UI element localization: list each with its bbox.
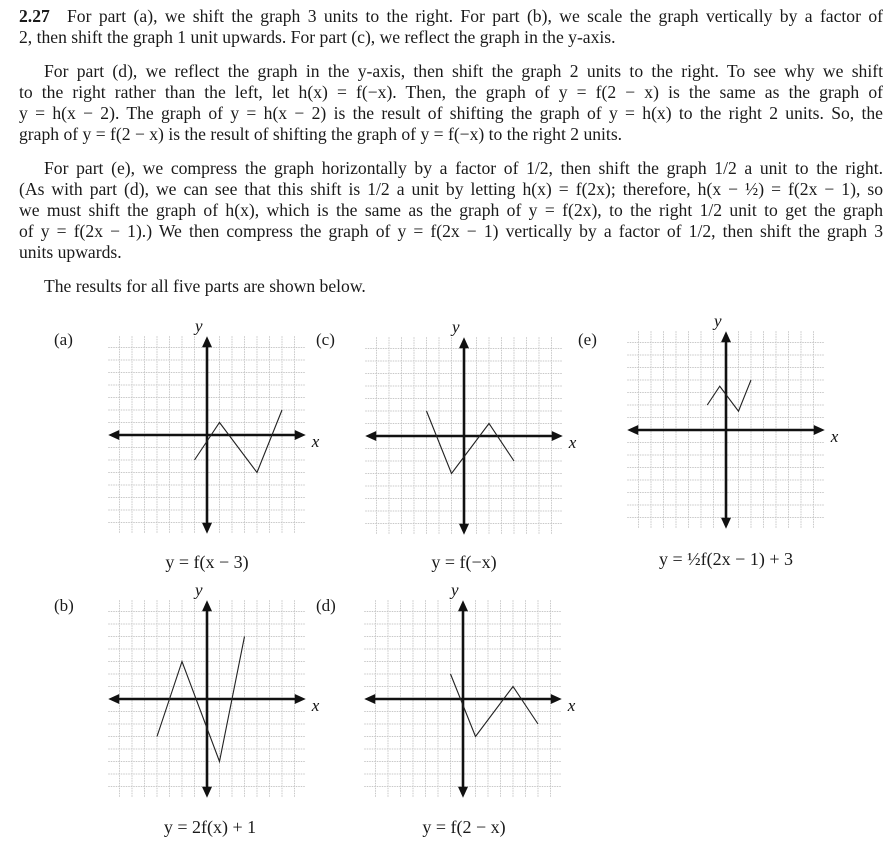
- para4-line1: The results for all five parts are shown below.: [44, 276, 366, 296]
- part-label-c: (c): [316, 330, 335, 349]
- y-axis-down-arrow-icon: [721, 518, 731, 529]
- graph-a: [108, 316, 320, 534]
- y-axis-up-arrow-icon: [202, 600, 212, 611]
- x-axis-right-arrow-icon: [295, 694, 306, 704]
- x-axis-label: x: [830, 427, 839, 446]
- part-label-e: (e): [578, 330, 597, 349]
- caption-b: y = 2f(x) + 1: [163, 817, 257, 837]
- para1-line1: For part (a), we shift the graph 3 units to the right. For part (b), we scale the graph vertically by a factor of: [67, 6, 883, 26]
- y-axis-up-arrow-icon: [459, 337, 469, 348]
- x-axis-left-arrow-icon: [108, 430, 119, 440]
- x-axis-left-arrow-icon: [364, 694, 375, 704]
- axes: [627, 331, 825, 529]
- y-axis-label: y: [195, 316, 203, 336]
- para3-line2: (As with part (d), we can see that this shift is 1/2 a unit by letting h(x) = f(2x); therefore, h(x − ½) = f(2x − 1), so: [19, 179, 883, 199]
- axes: [108, 600, 306, 798]
- x-axis-label: x: [311, 696, 320, 715]
- x-axis-left-arrow-icon: [627, 425, 638, 435]
- part-label-b: (b): [54, 596, 74, 615]
- graph-d: [364, 580, 576, 798]
- para1-line2: 2, then shift the graph 1 unit upwards. For part (c), we reflect the graph in the y-axis.: [19, 27, 616, 47]
- caption-c: y = f(−x): [431, 552, 497, 572]
- part-label-a: (a): [54, 330, 73, 349]
- y-axis-down-arrow-icon: [202, 523, 212, 534]
- part-label-d: (d): [316, 596, 336, 615]
- y-axis-label: y: [714, 311, 722, 331]
- x-axis-label: x: [311, 432, 320, 451]
- para2-line2: to the right rather than the left, let h(x) = f(−x). Then, the graph of y = f(2 − x) is the same as the graph of: [19, 82, 883, 102]
- y-axis-down-arrow-icon: [458, 787, 468, 798]
- x-axis-right-arrow-icon: [551, 694, 562, 704]
- x-axis-left-arrow-icon: [365, 431, 376, 441]
- x-axis-right-arrow-icon: [552, 431, 563, 441]
- y-axis-label: y: [452, 317, 460, 337]
- y-axis-down-arrow-icon: [459, 524, 469, 535]
- y-axis-label: y: [451, 580, 459, 600]
- x-axis-left-arrow-icon: [108, 694, 119, 704]
- para3-line4: of y = f(2x − 1).) We then compress the graph of y = f(2x − 1) vertically by a factor of 1/2, then shift the graph 3: [19, 221, 883, 241]
- axes: [365, 337, 563, 535]
- x-axis-label: x: [568, 433, 577, 452]
- y-axis-down-arrow-icon: [202, 787, 212, 798]
- graph-e: [627, 311, 839, 529]
- y-axis-up-arrow-icon: [458, 600, 468, 611]
- caption-e: y = ½f(2x − 1) + 3: [659, 549, 793, 569]
- caption-a: y = f(x − 3): [165, 552, 249, 572]
- y-axis-up-arrow-icon: [721, 331, 731, 342]
- para2-line4: graph of y = f(2 − x) is the result of shifting the graph of y = f(−x) to the right 2 units.: [19, 124, 623, 144]
- para3-line5: units upwards.: [19, 242, 122, 262]
- series-line: [427, 411, 515, 474]
- x-axis-label: x: [567, 696, 576, 715]
- graph-c: [365, 317, 577, 535]
- para3-line1: For part (e), we compress the graph horizontally by a factor of 1/2, then shift the graph 1/2 a unit to the right.: [44, 158, 883, 178]
- y-axis-up-arrow-icon: [202, 336, 212, 347]
- para2-line1: For part (d), we reflect the graph in the y-axis, then shift the graph 2 units to the right. To see why we shift: [44, 61, 883, 81]
- caption-d: y = f(2 − x): [422, 817, 506, 837]
- axes: [364, 600, 562, 798]
- x-axis-right-arrow-icon: [295, 430, 306, 440]
- x-axis-right-arrow-icon: [814, 425, 825, 435]
- axes: [108, 336, 306, 534]
- para2-line3: y = h(x − 2). The graph of y = h(x − 2) is the result of shifting the graph of y = h(x) to the right 2 units. So, the: [19, 103, 883, 123]
- problem-number: 2.27: [19, 6, 50, 26]
- graph-b: [108, 580, 320, 798]
- para3-line3: we must shift the graph of h(x), which is the same as the graph of y = f(2x), to the right 1/2 unit to get the graph: [19, 200, 883, 220]
- y-axis-label: y: [195, 580, 203, 600]
